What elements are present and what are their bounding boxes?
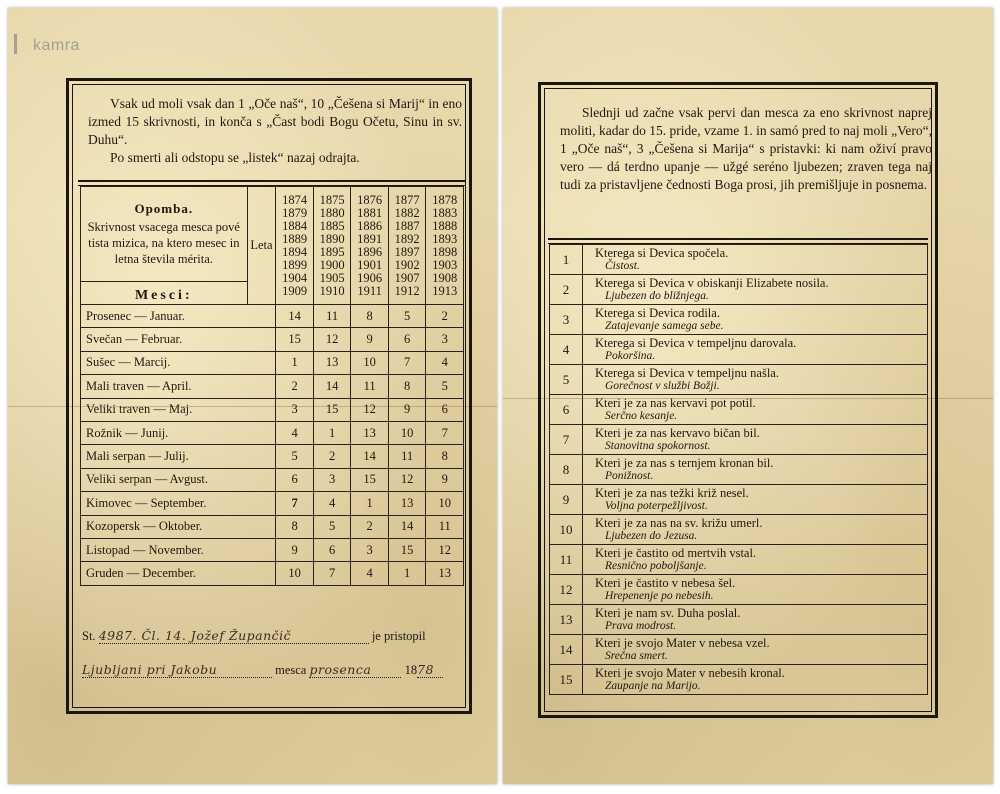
mystery-number: 5 (276, 445, 314, 468)
left-intro (88, 95, 462, 167)
year-value: 1901 (357, 257, 383, 272)
year-value: 1894 (282, 244, 308, 259)
opomba-cell (81, 187, 248, 305)
year-value: 1893 (432, 231, 458, 246)
mystery-number: 10 (351, 351, 389, 374)
mystery-number: 9 (276, 538, 314, 561)
month-name: Mali traven — April. (81, 375, 276, 398)
mystery-number: 11 (313, 305, 351, 328)
handwritten-place: Ljubljani pri Jakobu (82, 662, 272, 678)
mystery-cell (583, 305, 928, 335)
month-row (81, 515, 464, 538)
mystery-number: 12 (351, 398, 389, 421)
mystery-virtue: Prava modrost. (605, 620, 677, 632)
mystery-number: 1 (276, 351, 314, 374)
mystery-number: 6 (276, 468, 314, 491)
month-name: Rožnik — Junij. (81, 421, 276, 444)
month-row (81, 398, 464, 421)
month-row (81, 421, 464, 444)
mystery-title: Kteri je svojo Mater v nebesih kronal. (595, 666, 785, 680)
month-row (81, 492, 464, 515)
mystery-virtue: Ljubezen do bližnjega. (605, 290, 709, 302)
mystery-row (550, 455, 928, 485)
mystery-number: 4 (276, 421, 314, 444)
mystery-cell (583, 665, 928, 695)
month-name: Veliki traven — Maj. (81, 398, 276, 421)
mystery-number: 2 (426, 305, 464, 328)
mystery-index: 15 (550, 665, 583, 695)
mystery-number: 15 (351, 468, 389, 491)
mystery-virtue: Ponižnost. (605, 470, 654, 482)
mystery-virtue: Voljna poterpežljivost. (605, 500, 708, 512)
mystery-number: 7 (313, 562, 351, 585)
year-value: 1899 (282, 257, 308, 272)
mystery-cell (583, 455, 928, 485)
year-value: 1912 (394, 283, 420, 298)
mystery-number: 3 (276, 398, 314, 421)
intro-paragraph-1: Vsak ud moli vsak dan 1 „Oče naš“, 10 „Češena si Marij“ in eno izmed 15 skrivnosti, in konča s „Čast bodi Bogu Očetu, Sinu in sv. Duhu“. (88, 96, 462, 147)
mystery-number: 11 (351, 375, 389, 398)
mystery-title: Kteri je za nas na sv. križu umerl. (595, 516, 763, 530)
mystery-number: 9 (426, 468, 464, 491)
mystery-number: 1 (388, 562, 426, 585)
year-value: 1877 (394, 192, 420, 207)
mystery-index: 6 (550, 395, 583, 425)
mystery-cell (583, 485, 928, 515)
mystery-number: 13 (313, 351, 351, 374)
year-column (426, 187, 464, 305)
right-intro-paragraph: Slednji ud začne vsak pervi dan mesca za eno skrivnost naprej moliti, kadar do 15. pride, vzame 1. in samó pred to naj moli „Vero“, 1 „Oče naš“, 3 „Češena si Marija“ s pristavki: ki nam oživí pravo vero — dá terdno upanje — užgé seréno ljubezen; zraven tega naj tudi za pristavljene čednosti Boga prosi, jih premišljuje in posnema. (560, 105, 932, 192)
year-value: 1888 (432, 218, 458, 233)
year-value: 1878 (432, 192, 458, 207)
mystery-number: 7 (388, 351, 426, 374)
mystery-cell (583, 545, 928, 575)
year-value: 1906 (357, 270, 383, 285)
month-name: Mali serpan — Julij. (81, 445, 276, 468)
mystery-title: Kterega si Devica spočela. (595, 246, 729, 260)
year-value: 1909 (282, 283, 308, 298)
mystery-cell (583, 365, 928, 395)
mystery-index: 9 (550, 485, 583, 515)
handwritten-year: 78 (417, 662, 443, 678)
month-name: Svečan — Februar. (81, 328, 276, 351)
right-intro (560, 104, 932, 194)
mystery-number: 15 (388, 538, 426, 561)
mystery-number: 15 (276, 328, 314, 351)
month-name: Sušec — Marcij. (81, 351, 276, 374)
year-value: 1875 (319, 192, 345, 207)
mystery-number: 1 (351, 492, 389, 515)
kamra-watermark: kamra (14, 34, 80, 55)
registration-line: St. 4987. Čl. 14. Jožef Župančič je pristopil (82, 628, 426, 643)
mystery-number: 2 (313, 445, 351, 468)
year-column (388, 187, 426, 305)
year-value: 1902 (394, 257, 420, 272)
year-value: 1887 (394, 218, 420, 233)
mystery-number: 2 (351, 515, 389, 538)
year-value: 1896 (357, 244, 383, 259)
year-value: 1890 (319, 231, 345, 246)
mystery-index: 4 (550, 335, 583, 365)
mystery-title: Kteri je za nas kervavi pot potil. (595, 396, 756, 410)
mesci-title: Mesci: (81, 281, 247, 304)
year-value: 1883 (432, 205, 458, 220)
year-value: 1874 (282, 192, 308, 207)
year-value: 1891 (357, 231, 383, 246)
mystery-cell (583, 515, 928, 545)
mystery-row (550, 575, 928, 605)
mystery-cell (583, 395, 928, 425)
mystery-virtue: Stanovitna spokornost. (605, 440, 711, 452)
month-row (81, 538, 464, 561)
year-value: 1911 (357, 283, 382, 298)
mysteries-table (549, 244, 928, 695)
calendar-table (80, 186, 464, 586)
month-row (81, 351, 464, 374)
mystery-index: 5 (550, 365, 583, 395)
mystery-title: Kterega si Devica v tempeljnu darovala. (595, 336, 797, 350)
mystery-number: 5 (426, 375, 464, 398)
mystery-index: 7 (550, 425, 583, 455)
mystery-number: 13 (388, 492, 426, 515)
mystery-number: 7 (426, 421, 464, 444)
mystery-cell (583, 635, 928, 665)
intro-paragraph-2: Po smerti ali odstopu se „listek“ nazaj odrajta. (110, 150, 360, 165)
mystery-number: 5 (388, 305, 426, 328)
mystery-title: Kterega si Devica v tempeljnu našla. (595, 366, 779, 380)
year-column (351, 187, 389, 305)
mystery-number: 10 (388, 421, 426, 444)
year-value: 1910 (319, 283, 345, 298)
mystery-index: 10 (550, 515, 583, 545)
opomba-title: Opomba. (134, 201, 194, 216)
mystery-number: 6 (426, 398, 464, 421)
mystery-index: 13 (550, 605, 583, 635)
mystery-virtue: Srečna smert. (605, 650, 668, 662)
mystery-number: 15 (313, 398, 351, 421)
mystery-index: 11 (550, 545, 583, 575)
mystery-title: Kterega si Devica v obiskanji Elizabete nosila. (595, 276, 829, 290)
mystery-number: 8 (351, 305, 389, 328)
year-value: 1885 (319, 218, 345, 233)
month-row (81, 445, 464, 468)
month-name: Listopad — November. (81, 538, 276, 561)
mystery-virtue: Pokoršina. (605, 350, 656, 362)
mystery-number: 3 (426, 328, 464, 351)
mystery-row (550, 275, 928, 305)
month-name: Kozopersk — Oktober. (81, 515, 276, 538)
mystery-row (550, 485, 928, 515)
mystery-number: 9 (351, 328, 389, 351)
mystery-number: 14 (351, 445, 389, 468)
month-row (81, 562, 464, 585)
mystery-virtue: Zaupanje na Marijo. (605, 680, 701, 692)
mystery-number: 3 (351, 538, 389, 561)
year-value: 1892 (394, 231, 420, 246)
leta-label: Leta (247, 187, 276, 305)
mystery-number: 12 (388, 468, 426, 491)
mystery-number: 14 (313, 375, 351, 398)
mystery-number: 11 (426, 515, 464, 538)
mystery-cell (583, 245, 928, 275)
mystery-number: 13 (426, 562, 464, 585)
mystery-row (550, 635, 928, 665)
year-value: 1884 (282, 218, 308, 233)
mystery-number: 1 (313, 421, 351, 444)
mystery-row (550, 545, 928, 575)
month-row (81, 468, 464, 491)
mystery-number: 6 (313, 538, 351, 561)
mystery-number: 2 (276, 375, 314, 398)
year-value: 1881 (357, 205, 383, 220)
year-value: 1907 (394, 270, 420, 285)
mystery-row (550, 665, 928, 695)
handwritten-month: prosenca (309, 662, 401, 678)
mystery-number: 14 (388, 515, 426, 538)
mystery-number: 5 (313, 515, 351, 538)
year-value: 1876 (357, 192, 383, 207)
month-name: Gruden — December. (81, 562, 276, 585)
mystery-row (550, 245, 928, 275)
mystery-number: 8 (276, 515, 314, 538)
mystery-number: 4 (313, 492, 351, 515)
registration-place-line: Ljubljani pri Jakobu mesca prosenca 1878 (82, 662, 462, 678)
mystery-title: Kterega si Devica rodila. (595, 306, 720, 320)
month-name: Veliki serpan — Avgust. (81, 468, 276, 491)
mystery-title: Kteri je za nas s ternjem kronan bil. (595, 456, 774, 470)
month-row (81, 375, 464, 398)
year-value: 1905 (319, 270, 345, 285)
mystery-index: 12 (550, 575, 583, 605)
mystery-index: 2 (550, 275, 583, 305)
mystery-number: 11 (388, 445, 426, 468)
mystery-virtue: Čistost. (605, 260, 640, 272)
mystery-index: 1 (550, 245, 583, 275)
mystery-number: 8 (426, 445, 464, 468)
mystery-virtue: Zatajevanje samega sebe. (605, 320, 724, 332)
mystery-number: 14 (276, 305, 314, 328)
mystery-number: 3 (313, 468, 351, 491)
mystery-number: 10 (426, 492, 464, 515)
mystery-title: Kteri je svojo Mater v nebesa vzel. (595, 636, 770, 650)
mystery-number: 4 (351, 562, 389, 585)
year-value: 1908 (432, 270, 458, 285)
year-value: 1882 (394, 205, 420, 220)
mystery-index: 8 (550, 455, 583, 485)
mystery-number: 10 (276, 562, 314, 585)
mystery-cell (583, 575, 928, 605)
mystery-virtue: Ljubezen do Jezusa. (605, 530, 698, 542)
mystery-title: Kteri je za nas težki križ nesel. (595, 486, 749, 500)
mystery-number: 12 (426, 538, 464, 561)
mystery-row (550, 515, 928, 545)
mystery-row (550, 305, 928, 335)
mystery-row (550, 395, 928, 425)
mystery-virtue: Gorečnost v službi Božji. (605, 380, 720, 392)
mystery-cell (583, 275, 928, 305)
mystery-title: Kteri je častito od mertvih vstal. (595, 546, 757, 560)
year-value: 1889 (282, 231, 308, 246)
mystery-virtue: Serčno kesanje. (605, 410, 678, 422)
mystery-cell (583, 335, 928, 365)
year-value: 1904 (282, 270, 308, 285)
mystery-row (550, 425, 928, 455)
year-column (276, 187, 314, 305)
mystery-row (550, 605, 928, 635)
mystery-number: 9 (388, 398, 426, 421)
mystery-number: 13 (351, 421, 389, 444)
mystery-number: 8 (388, 375, 426, 398)
year-value: 1897 (394, 244, 420, 259)
mystery-number: 7 (276, 492, 314, 515)
mystery-cell (583, 605, 928, 635)
calendar-header-row (81, 187, 464, 305)
month-row (81, 305, 464, 328)
month-row (81, 328, 464, 351)
year-value: 1880 (319, 205, 345, 220)
year-value: 1898 (432, 244, 458, 259)
mystery-number: 12 (313, 328, 351, 351)
year-column (313, 187, 351, 305)
year-value: 1913 (432, 283, 458, 298)
mystery-number: 6 (388, 328, 426, 351)
mystery-virtue: Hrepenenje po nebesih. (605, 590, 714, 602)
year-value: 1886 (357, 218, 383, 233)
mystery-cell (583, 425, 928, 455)
mystery-virtue: Resnično poboljšanje. (605, 560, 707, 572)
year-value: 1900 (319, 257, 345, 272)
mystery-row (550, 365, 928, 395)
year-value: 1895 (319, 244, 345, 259)
mystery-title: Kteri je častito v nebesa šel. (595, 576, 736, 590)
month-name: Prosenec — Januar. (81, 305, 276, 328)
year-value: 1903 (432, 257, 458, 272)
mystery-index: 14 (550, 635, 583, 665)
mystery-number: 4 (426, 351, 464, 374)
mystery-title: Kteri je za nas kervavo bičan bil. (595, 426, 760, 440)
handwritten-member-entry: 4987. Čl. 14. Jožef Župančič (99, 628, 369, 644)
month-name: Kimovec — September. (81, 492, 276, 515)
mystery-title: Kteri je nam sv. Duha poslal. (595, 606, 741, 620)
opomba-text: Skrivnost vsacega mesca pové tista mizica, na ktero mesec in letna števila mérita. (87, 220, 240, 266)
year-value: 1879 (282, 205, 308, 220)
kamra-logo-icon (14, 34, 31, 54)
mystery-row (550, 335, 928, 365)
mystery-index: 3 (550, 305, 583, 335)
